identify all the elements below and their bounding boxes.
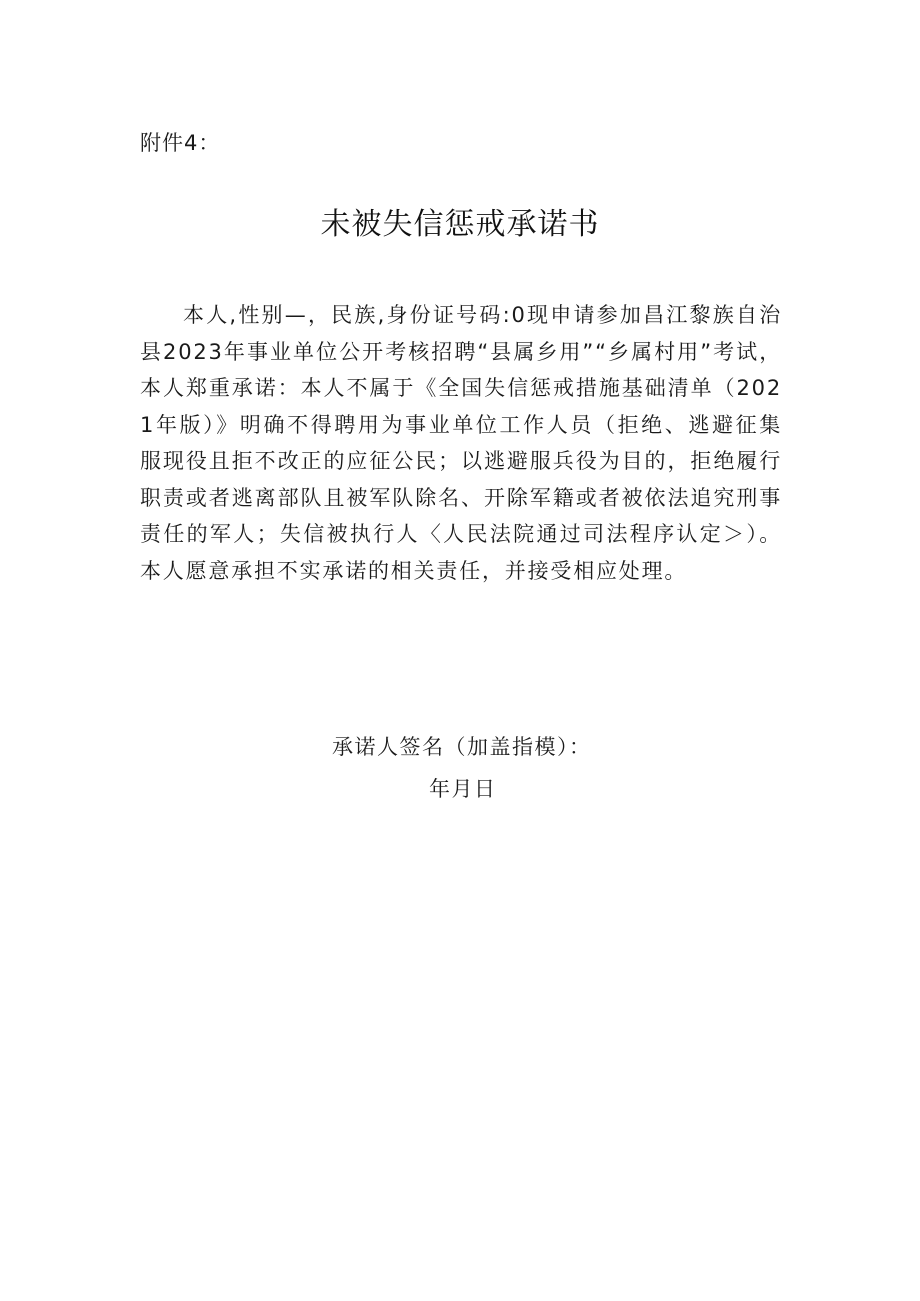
attachment-label: 附件4：: [140, 131, 221, 155]
date-line: 年月日: [429, 777, 497, 801]
signature-line: 承诺人签名（加盖指模）：: [332, 735, 592, 759]
commitment-paragraph: 本人,性别—，民族,身份证号码:0现申请参加昌江黎族自治县2023年事业单位公开考核招聘“县属乡用”“乡属村用”考试，本人郑重承诺：本人不属于《全国失信惩戒措施基础清单（2021年版）》明确不得聘用为事业单位工作人员（拒绝、逃避征集服现役且拒不改正的应征公民；以逃避服兵役为目的，拒绝履行职责或者逃离部队且被军队除名、开除军籍或者被依法追究刑事责任的军人；失信被执行人〈人民法院通过司法程序认定＞）。本人愿意承担不实承诺的相关责任，并接受相应处理。: [140, 303, 782, 583]
document-title: 未被失信惩戒承诺书: [320, 207, 600, 242]
